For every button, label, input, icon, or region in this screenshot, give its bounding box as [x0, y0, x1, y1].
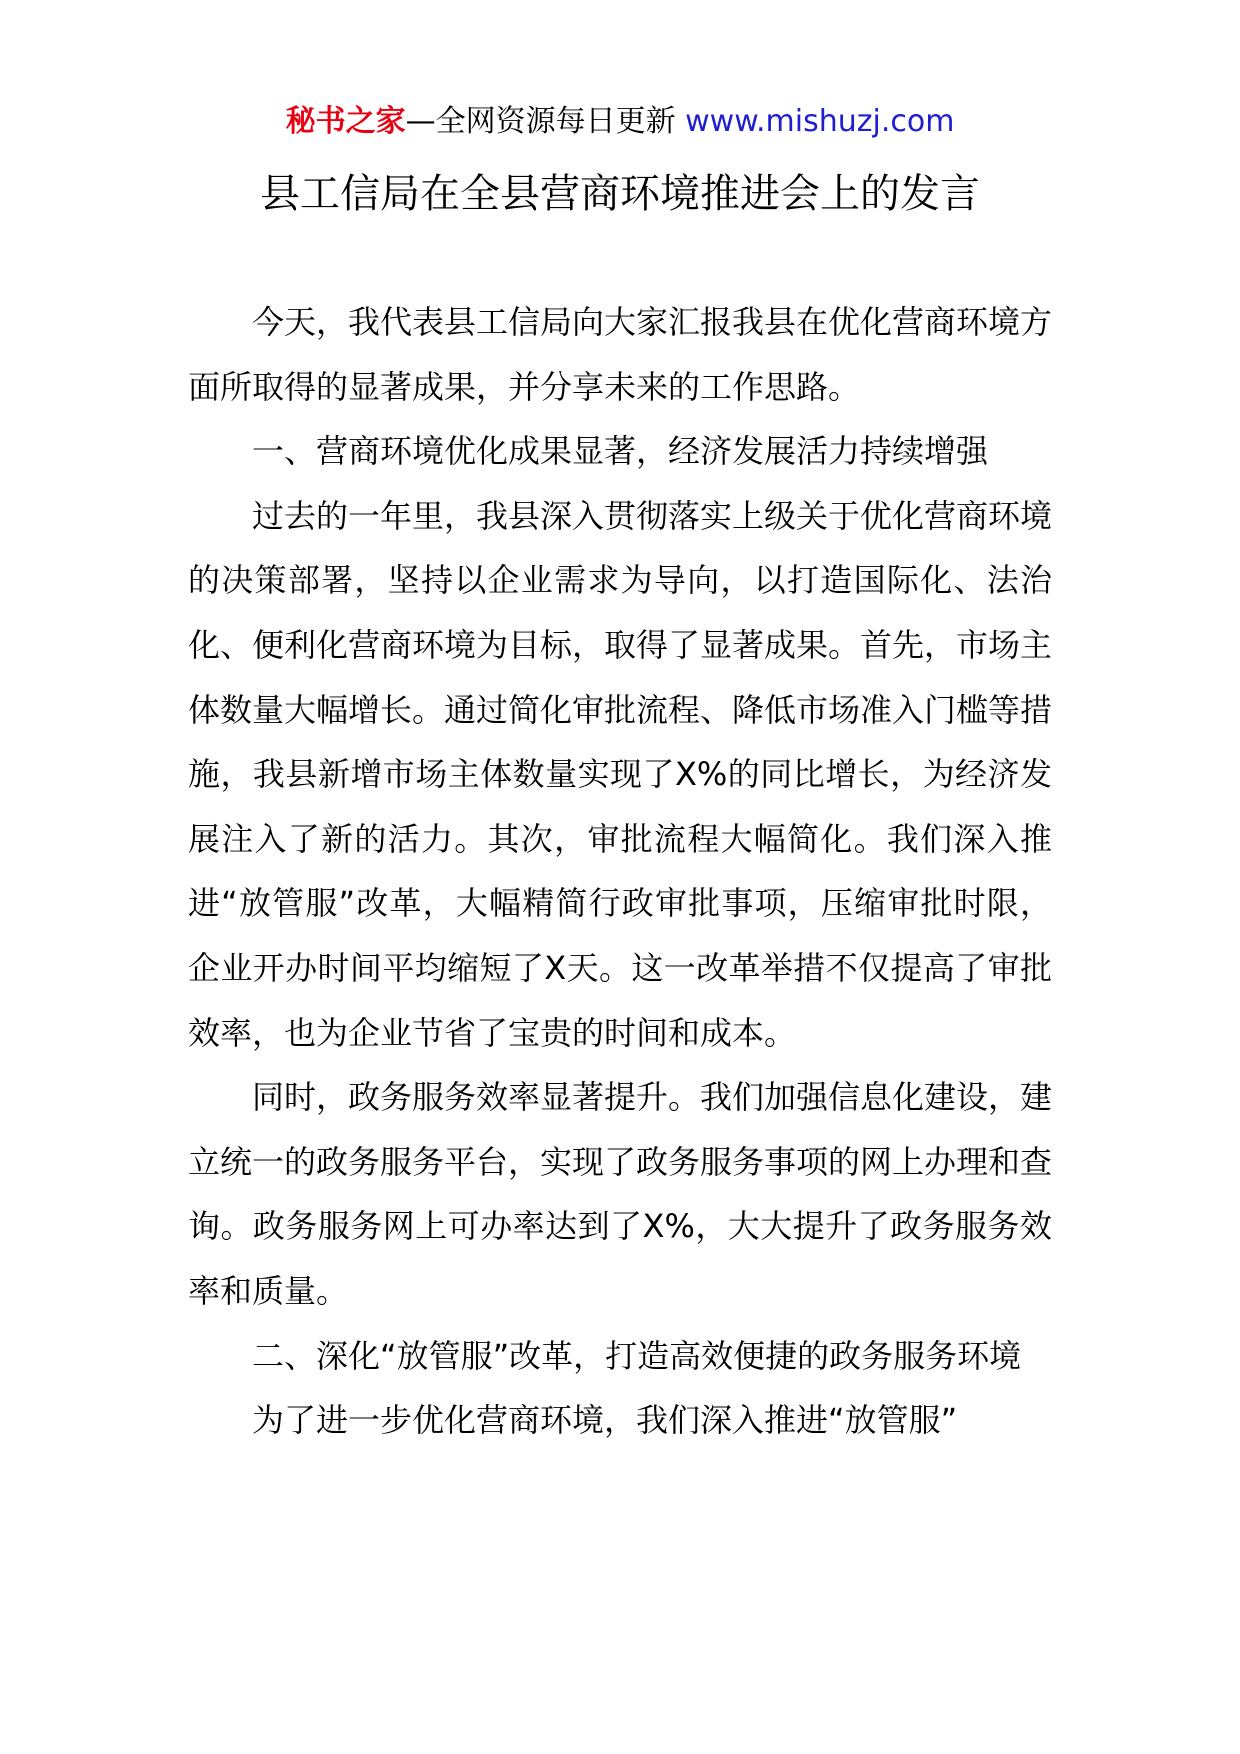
section-heading-1: 一、营商环境优化成果显著，经济发展活力持续增强 [252, 432, 989, 471]
section-heading-2: 二、深化“放管服”改革，打造高效便捷的政务服务环境 [252, 1336, 1022, 1375]
paragraph-reform: 为了进一步优化营商环境，我们深入推进“放管服” [252, 1401, 958, 1440]
site-tagline: —全网资源每日更新 [405, 104, 676, 139]
paragraph-services: 同时，政务服务效率显著提升。我们加强信息化建设，建立统一的政务服务平台，实现了政务服务事项的网上办理和查询。政务服务网上可办率达到了X%，大大提升了政务服务效率和质量。 [188, 1078, 1053, 1310]
site-brand: 秘书之家 [285, 104, 406, 139]
site-url-link[interactable]: www.mishuzj.com [685, 104, 955, 139]
paragraph-intro: 今天，我代表县工信局向大家汇报我县在优化营商环境方面所取得的显著成果，并分享未来的工作思路。 [188, 303, 1053, 406]
paragraph-achievements: 过去的一年里，我县深入贯彻落实上级关于优化营商环境的决策部署，坚持以企业需求为导向，以打造国际化、法治化、便利化营商环境为目标，取得了显著成果。首先，市场主体数量大幅增长。通过简化审批流程、降低市场准入门槛等措施，我县新增市场主体数量实现了X%的同比增长，为经济发展注入了新的活力。其次，审批流程大幅简化。我们深入推进“放管服”改革，大幅精简行政审批事项，压缩审批时限，企业开办时间平均缩短了X天。这一改革举措不仅提高了审批效率，也为企业节省了宝贵的时间和成本。 [188, 496, 1053, 1052]
document-body [188, 290, 1052, 1453]
site-header [0, 100, 1240, 144]
document-title: 县工信局在全县营商环境推进会上的发言 [260, 171, 980, 217]
